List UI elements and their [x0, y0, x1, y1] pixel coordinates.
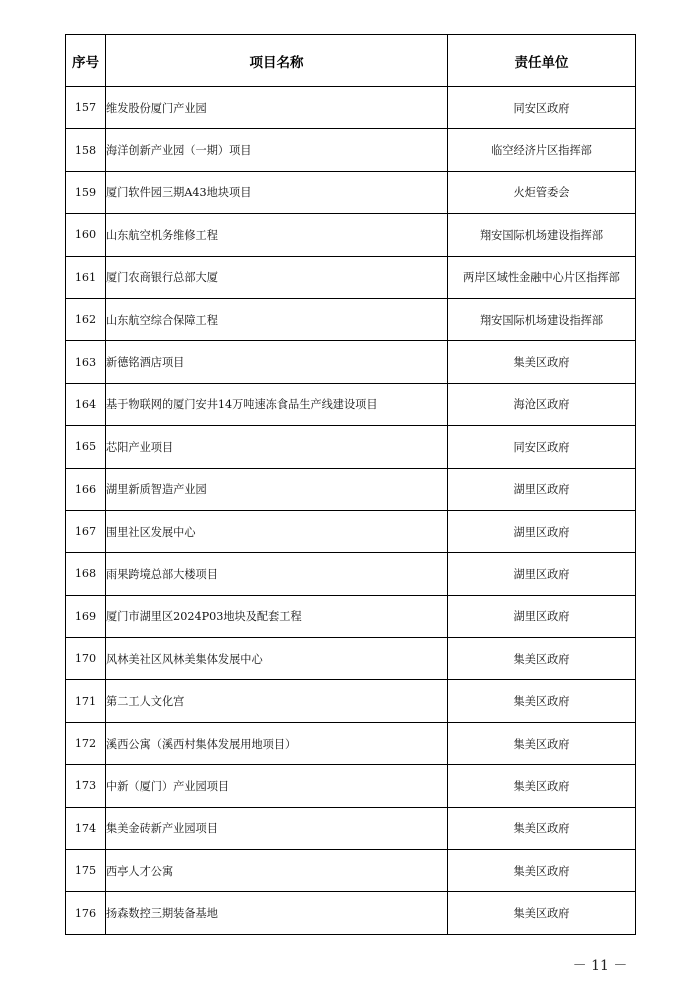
- row-serial-number: 174: [66, 807, 106, 849]
- row-serial-number: 158: [66, 129, 106, 171]
- row-project-name: 中新（厦门）产业园项目: [106, 765, 448, 807]
- row-responsible-unit: 集美区政府: [448, 638, 636, 680]
- row-serial-number: 172: [66, 722, 106, 764]
- row-project-name: 山东航空综合保障工程: [106, 298, 448, 340]
- row-project-name: 新德铭酒店项目: [106, 341, 448, 383]
- row-serial-number: 168: [66, 553, 106, 595]
- row-responsible-unit: 集美区政府: [448, 722, 636, 764]
- row-project-name: 基于物联网的厦门安井14万吨速冻食品生产线建设项目: [106, 383, 448, 425]
- table-row: [66, 468, 636, 510]
- table-row: [66, 256, 636, 298]
- table-row: [66, 171, 636, 213]
- row-serial-number: 167: [66, 510, 106, 552]
- table-row: [66, 680, 636, 722]
- row-project-name: 芯阳产业项目: [106, 426, 448, 468]
- row-serial-number: 165: [66, 426, 106, 468]
- row-responsible-unit: 湖里区政府: [448, 553, 636, 595]
- table-row: [66, 129, 636, 171]
- row-responsible-unit: 湖里区政府: [448, 468, 636, 510]
- row-serial-number: 173: [66, 765, 106, 807]
- row-serial-number: 162: [66, 298, 106, 340]
- table-row: [66, 595, 636, 637]
- row-responsible-unit: 湖里区政府: [448, 595, 636, 637]
- table-row: [66, 553, 636, 595]
- table-row: [66, 426, 636, 468]
- row-serial-number: 161: [66, 256, 106, 298]
- row-responsible-unit: 同安区政府: [448, 426, 636, 468]
- row-serial-number: 160: [66, 214, 106, 256]
- table-row: [66, 807, 636, 849]
- row-responsible-unit: 同安区政府: [448, 87, 636, 129]
- table-row: [66, 341, 636, 383]
- table-header-row: [66, 35, 636, 87]
- row-responsible-unit: 集美区政府: [448, 765, 636, 807]
- row-serial-number: 166: [66, 468, 106, 510]
- table-row: [66, 510, 636, 552]
- row-serial-number: 157: [66, 87, 106, 129]
- row-responsible-unit: 湖里区政府: [448, 510, 636, 552]
- table-row: [66, 214, 636, 256]
- row-serial-number: 164: [66, 383, 106, 425]
- row-responsible-unit: 翔安国际机场建设指挥部: [448, 214, 636, 256]
- header-project-name: 项目名称: [106, 35, 448, 87]
- table-row: [66, 892, 636, 934]
- table-row: [66, 850, 636, 892]
- header-serial-number: 序号: [66, 35, 106, 87]
- row-project-name: 溪西公寓（溪西村集体发展用地项目）: [106, 722, 448, 764]
- row-responsible-unit: 集美区政府: [448, 680, 636, 722]
- project-table: [65, 34, 636, 935]
- row-responsible-unit: 两岸区域性金融中心片区指挥部: [448, 256, 636, 298]
- table-row: [66, 722, 636, 764]
- row-project-name: 山东航空机务维修工程: [106, 214, 448, 256]
- row-project-name: 厦门软件园三期A43地块项目: [106, 171, 448, 213]
- row-project-name: 雨果跨境总部大楼项目: [106, 553, 448, 595]
- row-project-name: 维发股份厦门产业园: [106, 87, 448, 129]
- row-project-name: 西亭人才公寓: [106, 850, 448, 892]
- table-row: [66, 765, 636, 807]
- table-row: [66, 638, 636, 680]
- row-project-name: 集美金砖新产业园项目: [106, 807, 448, 849]
- page-number: － 11 －: [572, 958, 628, 974]
- row-serial-number: 171: [66, 680, 106, 722]
- row-responsible-unit: 集美区政府: [448, 892, 636, 934]
- table-row: [66, 383, 636, 425]
- row-serial-number: 159: [66, 171, 106, 213]
- row-responsible-unit: 集美区政府: [448, 807, 636, 849]
- header-responsible-unit: 责任单位: [448, 35, 636, 87]
- row-responsible-unit: 集美区政府: [448, 850, 636, 892]
- row-project-name: 海洋创新产业园（一期）项目: [106, 129, 448, 171]
- row-responsible-unit: 海沧区政府: [448, 383, 636, 425]
- table-body: [66, 87, 636, 935]
- row-project-name: 湖里新质智造产业园: [106, 468, 448, 510]
- row-serial-number: 170: [66, 638, 106, 680]
- row-serial-number: 163: [66, 341, 106, 383]
- row-project-name: 扬森数控三期装备基地: [106, 892, 448, 934]
- row-project-name: 围里社区发展中心: [106, 510, 448, 552]
- row-responsible-unit: 集美区政府: [448, 341, 636, 383]
- row-serial-number: 176: [66, 892, 106, 934]
- row-responsible-unit: 翔安国际机场建设指挥部: [448, 298, 636, 340]
- table-row: [66, 298, 636, 340]
- row-serial-number: 169: [66, 595, 106, 637]
- row-serial-number: 175: [66, 850, 106, 892]
- row-responsible-unit: 临空经济片区指挥部: [448, 129, 636, 171]
- table-row: [66, 87, 636, 129]
- row-project-name: 第二工人文化宫: [106, 680, 448, 722]
- row-project-name: 厦门市湖里区2024P03地块及配套工程: [106, 595, 448, 637]
- row-project-name: 风林美社区风林美集体发展中心: [106, 638, 448, 680]
- row-project-name: 厦门农商银行总部大厦: [106, 256, 448, 298]
- row-responsible-unit: 火炬管委会: [448, 171, 636, 213]
